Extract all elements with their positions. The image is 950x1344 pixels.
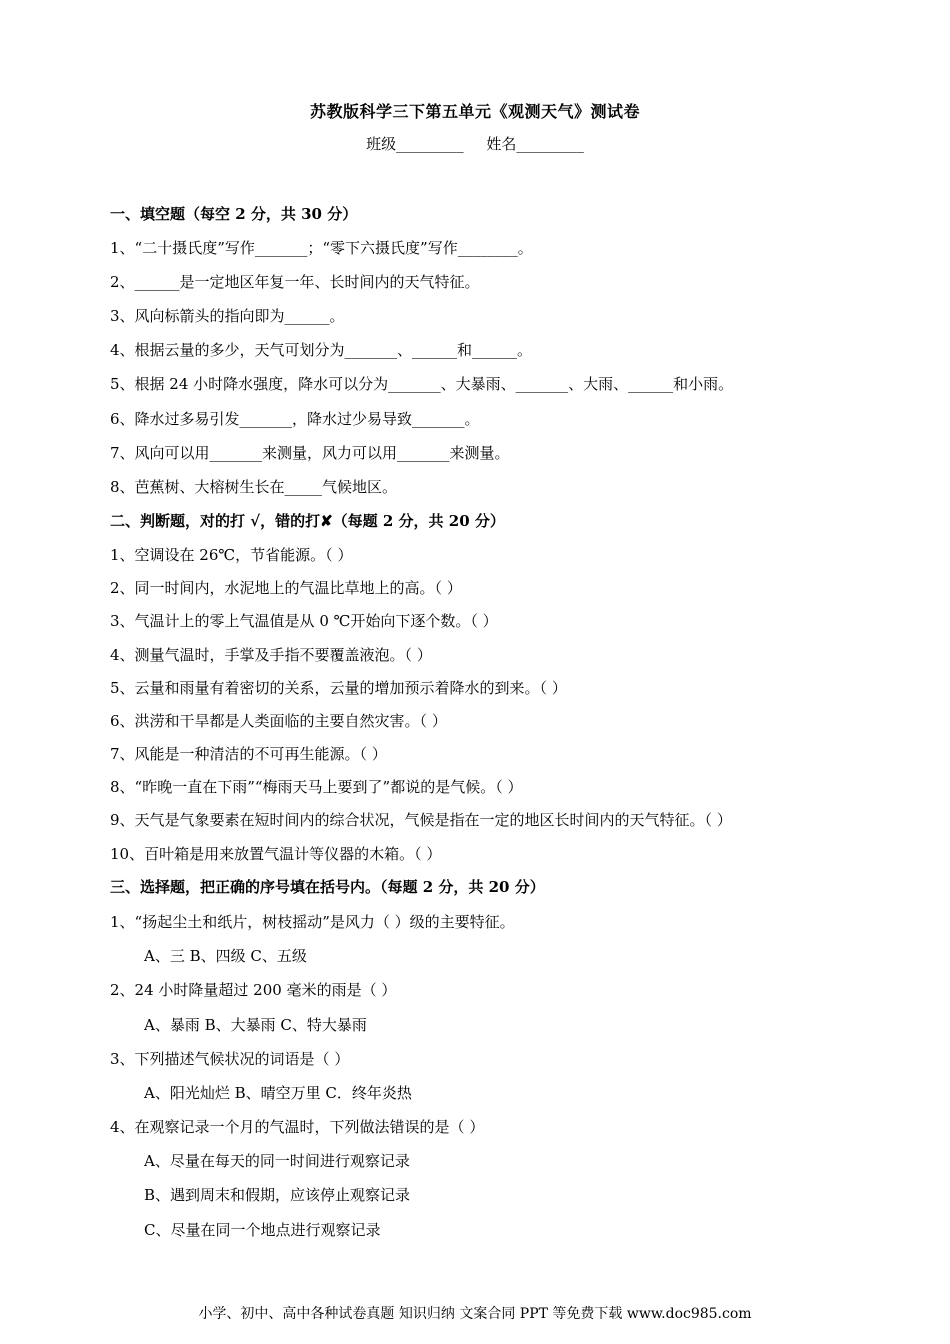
student-info-line (0, 133, 950, 154)
section1-heading: 一、填空题（每空 2 分，共 30 分） (110, 205, 358, 223)
fill-blank-item: 1、“二十摄氏度”写作_______；“零下六摄氏度”写作________。 (110, 239, 533, 257)
class-field: 班级_________ (366, 135, 464, 153)
true-false-item: 5、云量和雨量有着密切的关系，云量的增加预示着降水的到来。（ ） (110, 679, 567, 697)
fill-blank-item: 7、风向可以用_______来测量，风力可以用_______来测量。 (110, 444, 510, 462)
true-false-item: 7、风能是一种清洁的不可再生能源。（ ） (110, 745, 387, 763)
true-false-item: 1、空调设在 26℃，节省能源。（ ） (110, 546, 353, 564)
choice-options: A、三 B、四级 C、五级 (144, 947, 307, 965)
fill-blank-item: 8、芭蕉树、大榕树生长在_____气候地区。 (110, 478, 398, 496)
fill-blank-item: 2、______是一定地区年复一年、长时间内的天气特征。 (110, 273, 480, 291)
section3-heading: 三、选择题，把正确的序号填在括号内。（每题 2 分，共 20 分） (110, 878, 545, 896)
choice-option: B、遇到周末和假期，应该停止观察记录 (144, 1186, 411, 1204)
choice-question: 2、24 小时降量超过 200 毫米的雨是（ ） (110, 981, 397, 999)
fill-blank-item: 3、风向标箭头的指向即为______。 (110, 307, 345, 325)
true-false-item: 9、天气是气象要素在短时间内的综合状况，气候是指在一定的地区长时间内的天气特征。（ ） (110, 811, 732, 829)
page-title: 苏教版科学三下第五单元《观测天气》测试卷 (309, 102, 640, 121)
section2-heading: 二、判断题，对的打 √，错的打✘（每题 2 分，共 20 分） (110, 512, 505, 530)
choice-question: 3、下列描述气候状况的词语是（ ） (110, 1050, 350, 1068)
true-false-item: 8、“昨晚一直在下雨”“梅雨天马上要到了”都说的是气候。（ ） (110, 778, 523, 796)
name-field: 姓名_________ (486, 135, 584, 153)
choice-option: C、尽量在同一个地点进行观察记录 (144, 1221, 381, 1239)
true-false-item: 3、气温计上的零上气温值是从 0 ℃开始向下逐个数。（ ） (110, 612, 498, 630)
fill-blank-item: 4、根据云量的多少，天气可划分为_______、______和______。 (110, 341, 533, 359)
choice-option: A、尽量在每天的同一时间进行观察记录 (144, 1152, 410, 1170)
true-false-item: 4、测量气温时，手掌及手指不要覆盖液泡。（ ） (110, 646, 432, 664)
fill-blank-item: 6、降水过多易引发_______，降水过少易导致_______。 (110, 410, 480, 428)
choice-question: 1、“扬起尘土和纸片，树枝摇动”是风力（ ）级的主要特征。 (110, 913, 515, 931)
true-false-item: 10、百叶箱是用来放置气温计等仪器的木箱。（ ） (110, 845, 442, 863)
fill-blank-item: 5、根据 24 小时降水强度，降水可以分为_______、大暴雨、_______、大雨、______和小雨。 (110, 375, 734, 393)
choice-question: 4、在观察记录一个月的气温时，下列做法错误的是（ ） (110, 1118, 485, 1136)
page-footer: 小学、初中、高中各种试卷真题 知识归纳 文案合同 PPT 等免费下载 www.doc985.com (198, 1306, 752, 1322)
true-false-item: 6、洪涝和干旱都是人类面临的主要自然灾害。（ ） (110, 712, 447, 730)
choice-options: A、暴雨 B、大暴雨 C、特大暴雨 (144, 1016, 367, 1034)
choice-options: A、阳光灿烂 B、晴空万里 C．终年炎热 (144, 1084, 412, 1102)
true-false-item: 2、同一时间内，水泥地上的气温比草地上的高。（ ） (110, 579, 462, 597)
